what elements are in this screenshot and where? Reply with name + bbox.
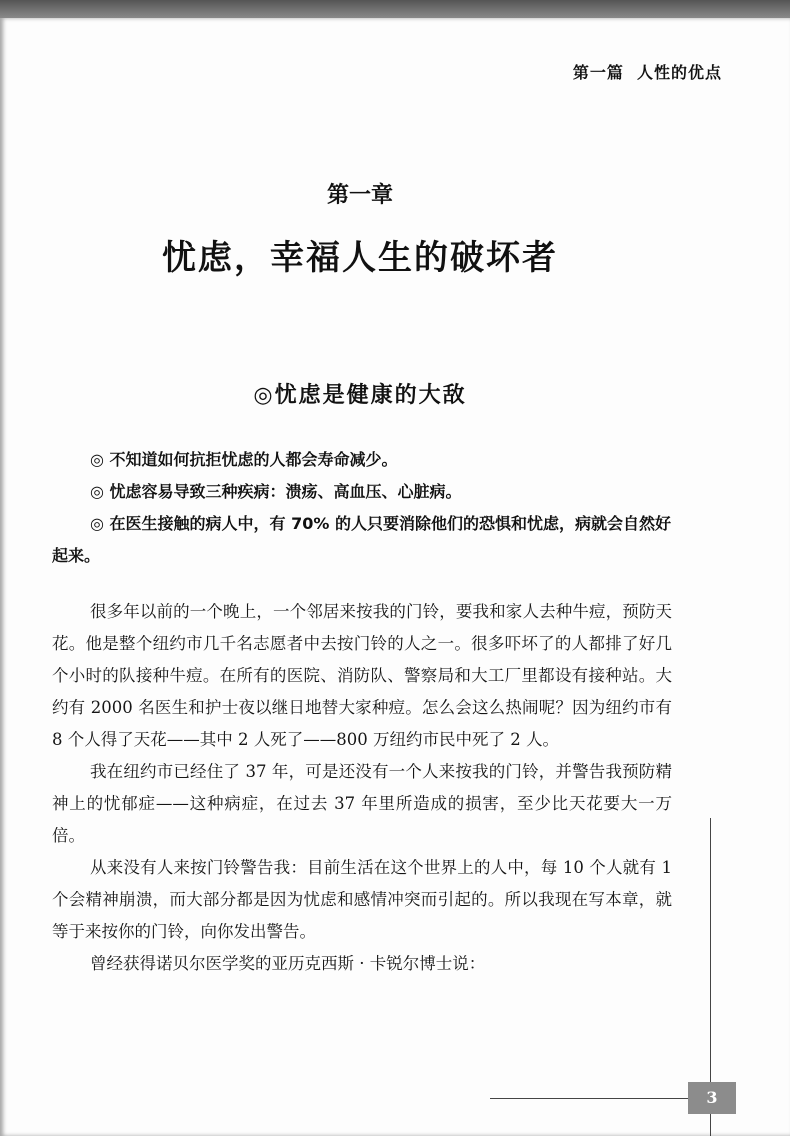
paragraph: 我在纽约市已经住了 37 年，可是还没有一个人来按我的门铃，并警告我预防精神上的忧郁症——这种病症，在过去 37 年里所造成的损害，至少比天花要大一万倍。 [52, 762, 672, 845]
paragraph: 很多年以前的一个晚上，一个邻居来按我的门铃，要我和家人去种牛痘，预防天花。他是整个纽约市几千名志愿者中去按门铃的人之一。很多吓坏了的人都排了好几个小时的队接种牛痘。在所有的医院、消防队、警察局和大工厂里都设有接种站。大约有 2000 名医生和护士夜以继日地替大家种痘。怎么会这么热闹呢？因为纽约市有 8 个人得了天花——其中 2 人死了——800 万纽约市民中死了 2 人。 [52, 602, 672, 749]
page-number: 3 [688, 1082, 736, 1114]
decorative-rule-bottom [490, 1098, 690, 1099]
body-text [52, 596, 672, 980]
book-page [0, 18, 790, 1136]
key-point: ◎ 在医生接触的病人中，有 70% 的人只要消除他们的恐惧和忧虑，病就会自然好起来。 [52, 514, 671, 565]
section-title: ◎忧虑是健康的大敌 [253, 383, 467, 408]
paragraph: 曾经获得诺贝尔医学奖的亚历克西斯 · 卡锐尔博士说： [90, 954, 486, 973]
key-points-list [52, 444, 672, 572]
chapter-number: 第一章 [326, 182, 393, 208]
running-head: 第一篇 人性的优点 [572, 63, 722, 82]
paragraph: 从来没有人来按门铃警告我：目前生活在这个世界上的人中，每 10 个人就有 1 个会精神崩溃，而大部分都是因为忧虑和感情冲突而引起的。所以我现在写本章，就等于来按你的门铃，向你发出警告。 [52, 858, 672, 941]
chapter-title: 忧虑，幸福人生的破坏者 [162, 238, 558, 278]
key-point: ◎ 不知道如何抗拒忧虑的人都会寿命减少。 [90, 450, 398, 469]
key-point: ◎ 忧虑容易导致三种疾病：溃疡、高血压、心脏病。 [90, 482, 462, 501]
top-shadow-band [0, 0, 790, 18]
